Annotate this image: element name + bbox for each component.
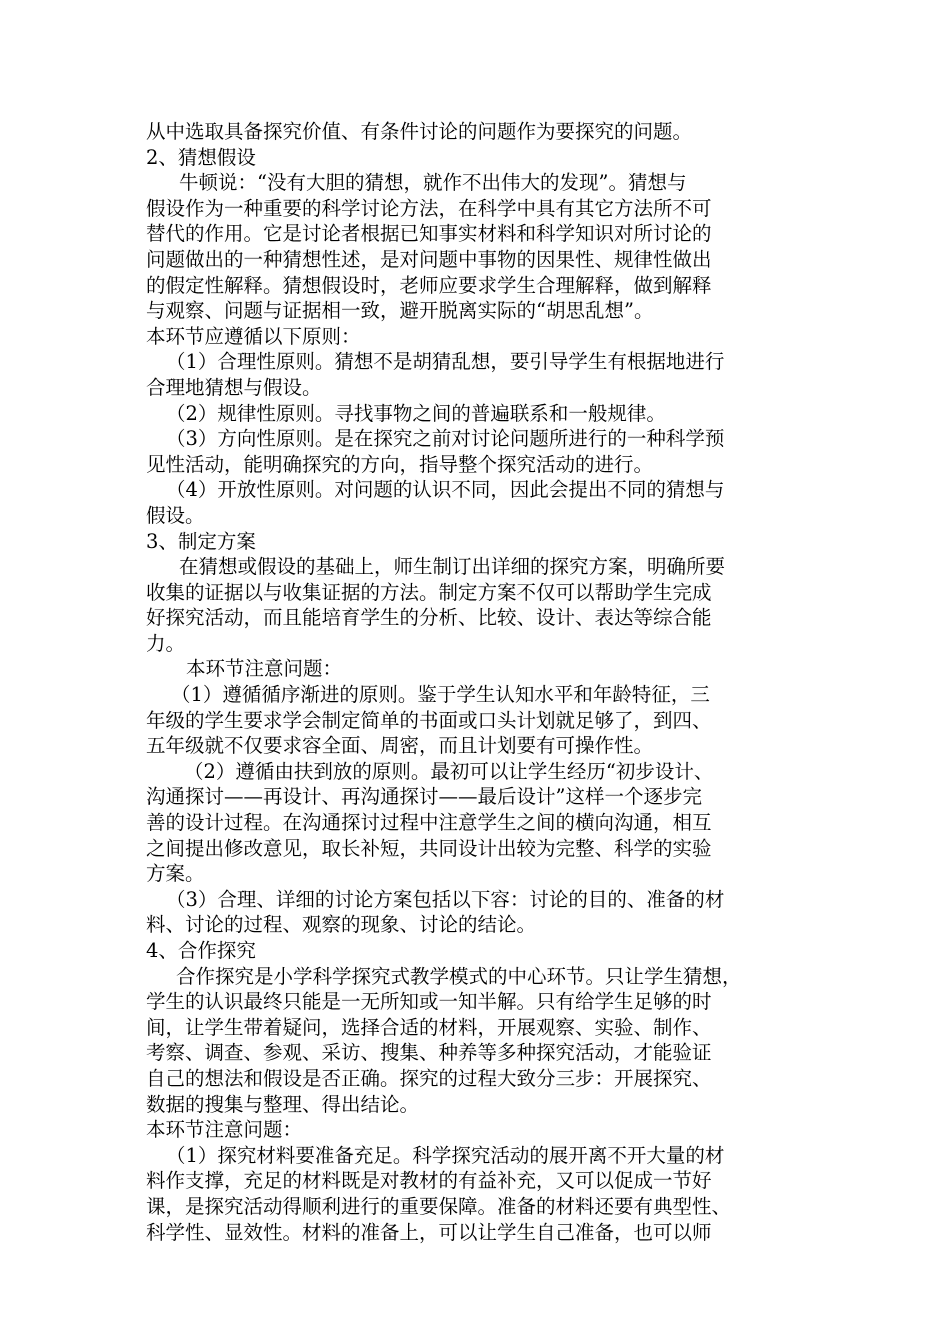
text-line: 3、制定方案 xyxy=(146,529,256,553)
text-line: 沟通探讨——再设计、再沟通探讨——最后设计”这样一个逐步完 xyxy=(146,785,702,809)
text-line: （1）合理性原则。猜想不是胡猜乱想，要引导学生有根据地进行 xyxy=(166,350,725,374)
text-line: 牛顿说：“没有大胆的猜想，就作不出伟大的发现”。猜想与 xyxy=(179,171,687,195)
text-line: 2、猜想假设 xyxy=(146,145,256,169)
text-line: 考察、调查、参观、采访、搜集、种养等多种探究活动，才能验证 xyxy=(146,1041,712,1065)
text-line: 好探究活动，而且能培育学生的分析、比较、设计、表达等综合能 xyxy=(146,606,712,630)
text-line: （3）合理、详细的讨论方案包括以下容：讨论的目的、准备的材 xyxy=(166,887,725,911)
text-line: （2）遵循由扶到放的原则。最初可以让学生经历“初步设计、 xyxy=(184,759,714,783)
text-line: 4、合作探究 xyxy=(146,939,256,962)
text-line: 力。 xyxy=(146,631,186,655)
text-line: 替代的作用。它是讨论者根据已知事实材料和科学知识对所讨论的 xyxy=(146,222,712,246)
text-line: 课，是探究活动得顺利进行的重要保障。准备的材料还要有典型性、 xyxy=(146,1194,732,1218)
text-line: 善的设计过程。在沟通探讨过程中注意学生之间的横向沟通，相互 xyxy=(146,811,712,835)
text-line: 从中选取具备探究价值、有条件讨论的问题作为要探究的问题。 xyxy=(146,120,693,143)
text-line: 间，让学生带着疑问，选择合适的材料，开展观察、实验、制作、 xyxy=(146,1015,712,1039)
text-line: 本环节应遵循以下原则： xyxy=(146,324,361,348)
text-line: 见性活动，能明确探究的方向，指导整个探究活动的进行。 xyxy=(146,452,654,476)
text-line: 的假定性解释。猜想假设时，老师应要求学生合理解释，做到解释 xyxy=(146,273,712,297)
text-line: 与观察、问题与证据相一致，避开脱离实际的“胡思乱想”。 xyxy=(146,299,654,323)
text-line: 学生的认识最终只能是一无所知或一知半解。只有给学生足够的时 xyxy=(146,990,712,1014)
text-line: 合理地猜想与假设。 xyxy=(146,375,322,399)
document-body xyxy=(146,119,826,1245)
text-line: 收集的证据以与收集证据的方法。制定方案不仅可以帮助学生完成 xyxy=(146,580,712,604)
text-line: 本环节注意问题： xyxy=(186,657,343,681)
text-line: （1）探究材料要准备充足。科学探究活动的展开离不开大量的材 xyxy=(166,1143,725,1167)
text-line: 假设。 xyxy=(146,503,205,527)
text-line: 问题做出的一种猜想性述，是对问题中事物的因果性、规律性做出 xyxy=(146,247,712,271)
text-line: （4）开放性原则。对问题的认识不同，因此会提出不同的猜想与 xyxy=(166,478,725,502)
text-line: 数据的搜集与整理、得出结论。 xyxy=(146,1092,420,1116)
text-line: 科学性、显效性。材料的准备上，可以让学生自己准备，也可以师 xyxy=(146,1220,712,1244)
text-line: 假设作为一种重要的科学讨论方法，在科学中具有其它方法所不可 xyxy=(146,196,712,220)
text-line: 五年级就不仅要求容全面、周密，而且计划要有可操作性。 xyxy=(146,734,654,758)
text-line: 之间提出修改意见，取长补短，共同设计出较为完整、科学的实验 xyxy=(146,836,712,860)
text-line: 料作支撑，充足的材料既是对教材的有益补充，又可以促成一节好 xyxy=(146,1169,712,1193)
text-line: 自己的想法和假设是否正确。探究的过程大致分三步：开展探究、 xyxy=(146,1066,712,1090)
text-line: （2）规律性原则。寻找事物之间的普遍联系和一般规律。 xyxy=(166,401,666,425)
text-line: 合作探究是小学科学探究式教学模式的中心环节。只让学生猜想， xyxy=(176,964,742,988)
text-line: 在猜想或假设的基础上，师生制订出详细的探究方案，明确所要 xyxy=(179,555,726,579)
text-line: 料、讨论的过程、观察的现象、讨论的结论。 xyxy=(146,913,537,937)
text-line: 本环节注意问题： xyxy=(146,1118,303,1142)
text-line: 方案。 xyxy=(146,862,205,886)
text-line: （3）方向性原则。是在探究之前对讨论问题所进行的一种科学预 xyxy=(166,427,725,451)
text-line: 年级的学生要求学会制定简单的书面或口头计划就足够了，到四、 xyxy=(146,708,712,732)
text-line: （1）遵循循序渐进的原则。鉴于学生认知水平和年龄特征，三 xyxy=(171,683,710,707)
